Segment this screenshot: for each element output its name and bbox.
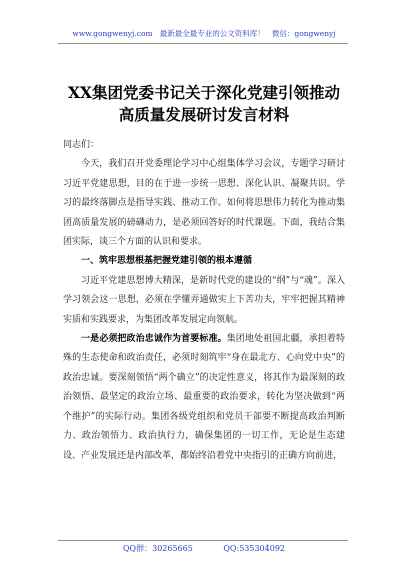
- section-heading-1: 一、筑牢思想根基把握党建引领的根本遵循: [81, 256, 253, 267]
- paragraph-point-1: [63, 330, 345, 466]
- site-footer: [0, 543, 408, 554]
- site-header: [0, 28, 408, 39]
- paragraph-overview: 习近平党建思想博大精深，是新时代党的建设的“纲”与“魂”。深入学习领会这一思想，必须在学懂弄通做实上下苦功夫，牢牢把握其精神实质和实践要求，为集团改革发展定向领航。: [63, 275, 345, 325]
- document-title-line-2: 高质量发展研讨发言材料: [118, 105, 290, 124]
- header-slogan: 最新最全最专业的公文资料库！: [159, 29, 265, 38]
- point-1-text: 集团地处祖国北疆，承担着特殊的生态使命和政治责任，必须时刻筑牢“身在最北方、心向党中央”的政治忠诚。要深刻领悟“两个确立”的决定性意义，将其作为最深刻的政治领悟、最坚定的政治立场、最重要的政治要求，转化为坚决做到“两个维护”的实际行动。集团各级党组织和党员干部要不断提高政治判断力、政治领悟力、政治执行力，确保集团的一切工作，无论是生态建设、产业发展还是内部改革，都始终沿着党中央指引的正确方向前进，: [63, 334, 345, 461]
- point-1-lead: 一是必须把政治忠诚作为首要标准。: [81, 334, 227, 345]
- footer-divider: [58, 540, 348, 541]
- header-divider: [58, 43, 348, 44]
- header-wechat: 微信：gongwenyj: [271, 29, 336, 38]
- paragraph-intro: 今天，我们召开党委理论学习中心组集体学习会议，专题学习研讨习近平党建思想，目的在于进一步统一思想、深化认识、凝聚共识。学习的最终落脚点是指导实践、推动工作。如何将思想伟力转化为推动集团高质量发展的磅礴动力，是必须回答好的时代课题。下面，我结合集团实际，谈三个方面的认识和要求。: [63, 159, 345, 248]
- document-body: [63, 136, 345, 466]
- footer-qq-group: QQ群：30265665: [122, 544, 193, 553]
- header-site-url[interactable]: www.gongwenyj.com: [72, 29, 153, 38]
- salutation: 同志们：: [63, 140, 100, 150]
- footer-qq: QQ:535304092: [223, 544, 285, 553]
- document-title-line-1: XX集团党委书记关于深化党建引领推动: [67, 83, 341, 102]
